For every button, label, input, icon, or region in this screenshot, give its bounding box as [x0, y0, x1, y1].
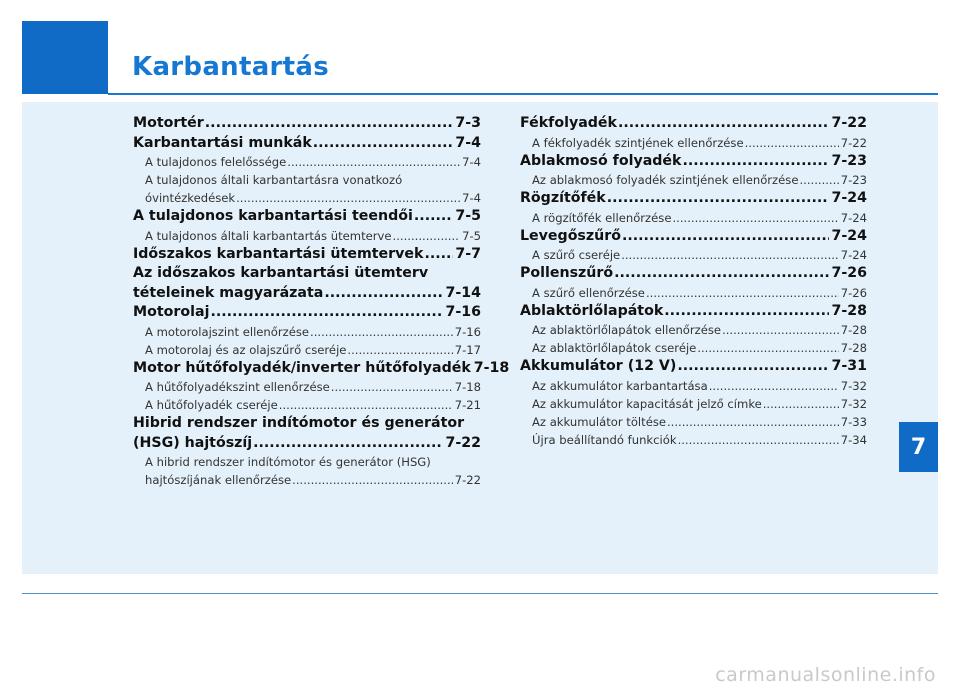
toc-page-number: 7-17 [454, 342, 481, 357]
dot-leader [279, 396, 453, 414]
toc-entry-text: A tulajdonos felelőssége [145, 155, 287, 169]
toc-subentry[interactable] [520, 209, 867, 227]
dot-leader [672, 209, 838, 227]
toc-entry-text: A rögzítőfék ellenőrzése [532, 210, 672, 225]
dot-leader [678, 431, 839, 449]
toc-entry-text: Pollenszűrő [520, 265, 614, 281]
toc-page-number: 7-22 [831, 115, 867, 131]
toc-entry-text: Az ablaktörlőlapátok ellenőrzése [532, 323, 722, 337]
chapter-tab[interactable]: 7 [899, 422, 938, 472]
toc-entry-text: Fékfolyadék [520, 115, 617, 131]
toc-entry-text: Időszakos karbantartási ütemtervek [133, 245, 424, 262]
toc-page-number: 7-18 [454, 380, 481, 394]
toc-subentry[interactable] [133, 323, 481, 341]
toc-entry-text: A fékfolyadék szintjének ellenőrzése [532, 135, 744, 150]
toc-entry-text: A tulajdonos általi karbantartásra vonatkozó [145, 173, 403, 187]
toc-entry[interactable] [133, 284, 481, 304]
dot-leader [667, 413, 839, 431]
toc-entry[interactable] [520, 264, 867, 284]
toc-entry[interactable] [520, 114, 867, 134]
toc-page-number: 7-4 [462, 155, 481, 169]
toc-entry-text: Az akkumulátor kapacitását jelző címke [532, 396, 762, 411]
toc-entry-text: A motorolajszint ellenőrzése [145, 324, 310, 339]
toc-page-number: 7-16 [445, 304, 481, 320]
toc-subentry [133, 171, 481, 189]
toc-subentry[interactable] [520, 284, 867, 302]
toc-entry-text: óvintézkedések [145, 191, 236, 205]
toc-entry-text: Akkumulátor (12 V) [520, 358, 677, 374]
toc-entry[interactable] [133, 114, 481, 134]
toc-entry[interactable] [520, 302, 867, 322]
toc-subentry[interactable] [520, 321, 867, 339]
toc-page-number: 7-22 [840, 135, 867, 150]
dot-leader [287, 153, 460, 171]
toc-entry-text: A hűtőfolyadék cseréje [145, 398, 278, 412]
toc-entry-text: Az akkumulátor karbantartása [532, 378, 708, 393]
dot-leader [607, 189, 830, 209]
toc-page-number: 7-23 [831, 152, 867, 169]
toc-subentry[interactable] [520, 413, 867, 431]
toc-page-number: 7-28 [840, 341, 867, 355]
dot-leader [331, 378, 453, 396]
toc-page-number: 7-5 [462, 228, 481, 243]
dot-leader [621, 246, 839, 264]
toc-page-number: 7-24 [840, 248, 867, 262]
toc-subentry[interactable] [520, 134, 867, 152]
toc-page-number: 7-23 [840, 173, 867, 187]
dot-leader [414, 207, 453, 227]
toc-page-number: 7-26 [831, 265, 867, 281]
toc-page-number: 7-32 [840, 378, 867, 393]
toc-entry-text: A tulajdonos karbantartási teendői [133, 208, 413, 224]
dot-leader [347, 341, 452, 359]
toc-subentry [133, 453, 481, 471]
dot-leader [722, 321, 839, 339]
toc-subentry[interactable] [133, 153, 481, 171]
toc-page-number: 7-22 [445, 434, 481, 451]
toc-page-number: 7-34 [840, 432, 867, 447]
dot-leader [424, 245, 453, 265]
toc-page-number: 7-28 [840, 323, 867, 337]
toc-page-number: 7-33 [840, 414, 867, 429]
toc-page-number: 7-3 [455, 115, 481, 131]
dot-leader [253, 434, 443, 454]
toc-page-number: 7-21 [454, 398, 481, 412]
toc-entry-text: Az akkumulátor töltése [532, 414, 666, 429]
toc-subentry[interactable] [133, 341, 481, 359]
toc-right-column [520, 114, 867, 449]
toc-subentry[interactable] [520, 395, 867, 413]
toc-entry-text: Az időszakos karbantartási ütemterv [133, 265, 429, 281]
toc-subentry[interactable] [133, 471, 481, 489]
dot-leader [310, 323, 453, 341]
toc-entry[interactable] [133, 359, 510, 379]
toc-entry[interactable] [520, 357, 867, 377]
dot-leader [745, 134, 839, 152]
dot-leader [614, 264, 829, 284]
dot-leader [763, 395, 839, 413]
toc-page-number: 7-14 [445, 284, 481, 301]
toc-entry-text: A motorolaj és az olajszűrő cseréje [145, 342, 347, 357]
toc-page-number: 7-24 [831, 190, 867, 206]
toc-entry-text: A hűtőfolyadékszint ellenőrzése [145, 380, 330, 394]
toc-subentry[interactable] [133, 396, 481, 414]
toc-subentry[interactable] [133, 227, 481, 245]
dot-leader [393, 227, 461, 245]
dot-leader [709, 377, 839, 395]
toc-subentry[interactable] [133, 189, 481, 207]
dot-leader [324, 284, 443, 304]
dot-leader [236, 189, 460, 207]
footer-rule [22, 593, 938, 594]
toc-entry-text: Újra beállítandó funkciók [532, 432, 677, 447]
toc-page-number: 7-5 [455, 208, 481, 224]
toc-entry-text: A szűrő ellenőrzése [532, 285, 645, 300]
toc-subentry[interactable] [520, 171, 867, 189]
toc-entry-text: tételeinek magyarázata [133, 284, 324, 301]
dot-leader [618, 114, 829, 134]
toc-subentry[interactable] [520, 377, 867, 395]
toc-page-number: 7-7 [455, 245, 481, 262]
toc-entry[interactable] [520, 227, 867, 247]
dot-leader [697, 339, 838, 357]
toc-entry [133, 264, 481, 284]
toc-page-number: 7-32 [840, 396, 867, 411]
toc-entry[interactable] [133, 434, 481, 454]
toc-entry[interactable] [520, 189, 867, 209]
toc-entry-text: A tulajdonos általi karbantartás ütemterve [145, 228, 392, 243]
toc-entry-text: Motorolaj [133, 304, 210, 320]
page-title: Karbantartás [132, 52, 330, 82]
toc-entry[interactable] [133, 245, 481, 265]
toc-entry[interactable] [133, 207, 481, 227]
toc-entry-text: Motor hűtőfolyadék/inverter hűtőfolyadék [133, 359, 471, 376]
toc-page-number: 7-16 [454, 324, 481, 339]
toc-entry-text: Motortér [133, 115, 204, 131]
header-color-block [22, 21, 108, 94]
header-rule [108, 93, 938, 95]
dot-leader [292, 471, 453, 489]
toc-page-number: 7-22 [454, 473, 481, 487]
watermark: carmanualsonline.info [715, 664, 936, 686]
toc-page-number: 7-4 [462, 191, 481, 205]
toc-entry-text: Rögzítőfék [520, 190, 606, 206]
toc-page-number: 7-4 [455, 134, 481, 151]
toc-subentry[interactable] [520, 339, 867, 357]
toc-entry [133, 414, 481, 434]
toc-subentry[interactable] [520, 246, 867, 264]
toc-left-column [133, 114, 510, 489]
dot-leader [210, 303, 443, 323]
toc-page-number: 7-31 [831, 358, 867, 374]
toc-entry-text: A hibrid rendszer indítómotor és generátor (HSG) [145, 455, 431, 469]
dot-leader [646, 284, 839, 302]
toc-entry-text: Levegőszűrő [520, 227, 621, 244]
dot-leader [683, 152, 830, 172]
dot-leader [205, 114, 454, 134]
toc-entry-text: Ablaktörlőlapátok [520, 302, 664, 319]
dot-leader [313, 134, 454, 154]
toc-entry-text: Ablakmosó folyadék [520, 152, 682, 169]
toc-page-number: 7-26 [840, 285, 867, 300]
toc-page-number: 7-28 [831, 302, 867, 319]
toc-subentry[interactable] [520, 431, 867, 449]
toc-entry[interactable] [133, 134, 481, 154]
toc-entry[interactable] [133, 303, 481, 323]
dot-leader [677, 357, 829, 377]
toc-entry-text: hajtószíjának ellenőrzése [145, 473, 292, 487]
dot-leader [799, 171, 838, 189]
toc-entry-text: (HSG) hajtószíj [133, 434, 253, 451]
toc-subentry[interactable] [133, 378, 481, 396]
toc-entry[interactable] [520, 152, 867, 172]
toc-entry-text: Az ablakmosó folyadék szintjének ellenőrzése [532, 173, 799, 187]
dot-leader [664, 302, 829, 322]
dot-leader [622, 227, 830, 247]
toc-entry-text: A szűrő cseréje [532, 248, 621, 262]
toc-page-number: 7-24 [840, 210, 867, 225]
toc-page-number: 7-24 [831, 227, 867, 244]
toc-entry-text: Hibrid rendszer indítómotor és generátor [133, 415, 465, 431]
toc-entry-text: Karbantartási munkák [133, 134, 312, 151]
toc-page-number: 7-18 [473, 359, 510, 376]
toc-entry-text: Az ablaktörlőlapátok cseréje [532, 341, 697, 355]
